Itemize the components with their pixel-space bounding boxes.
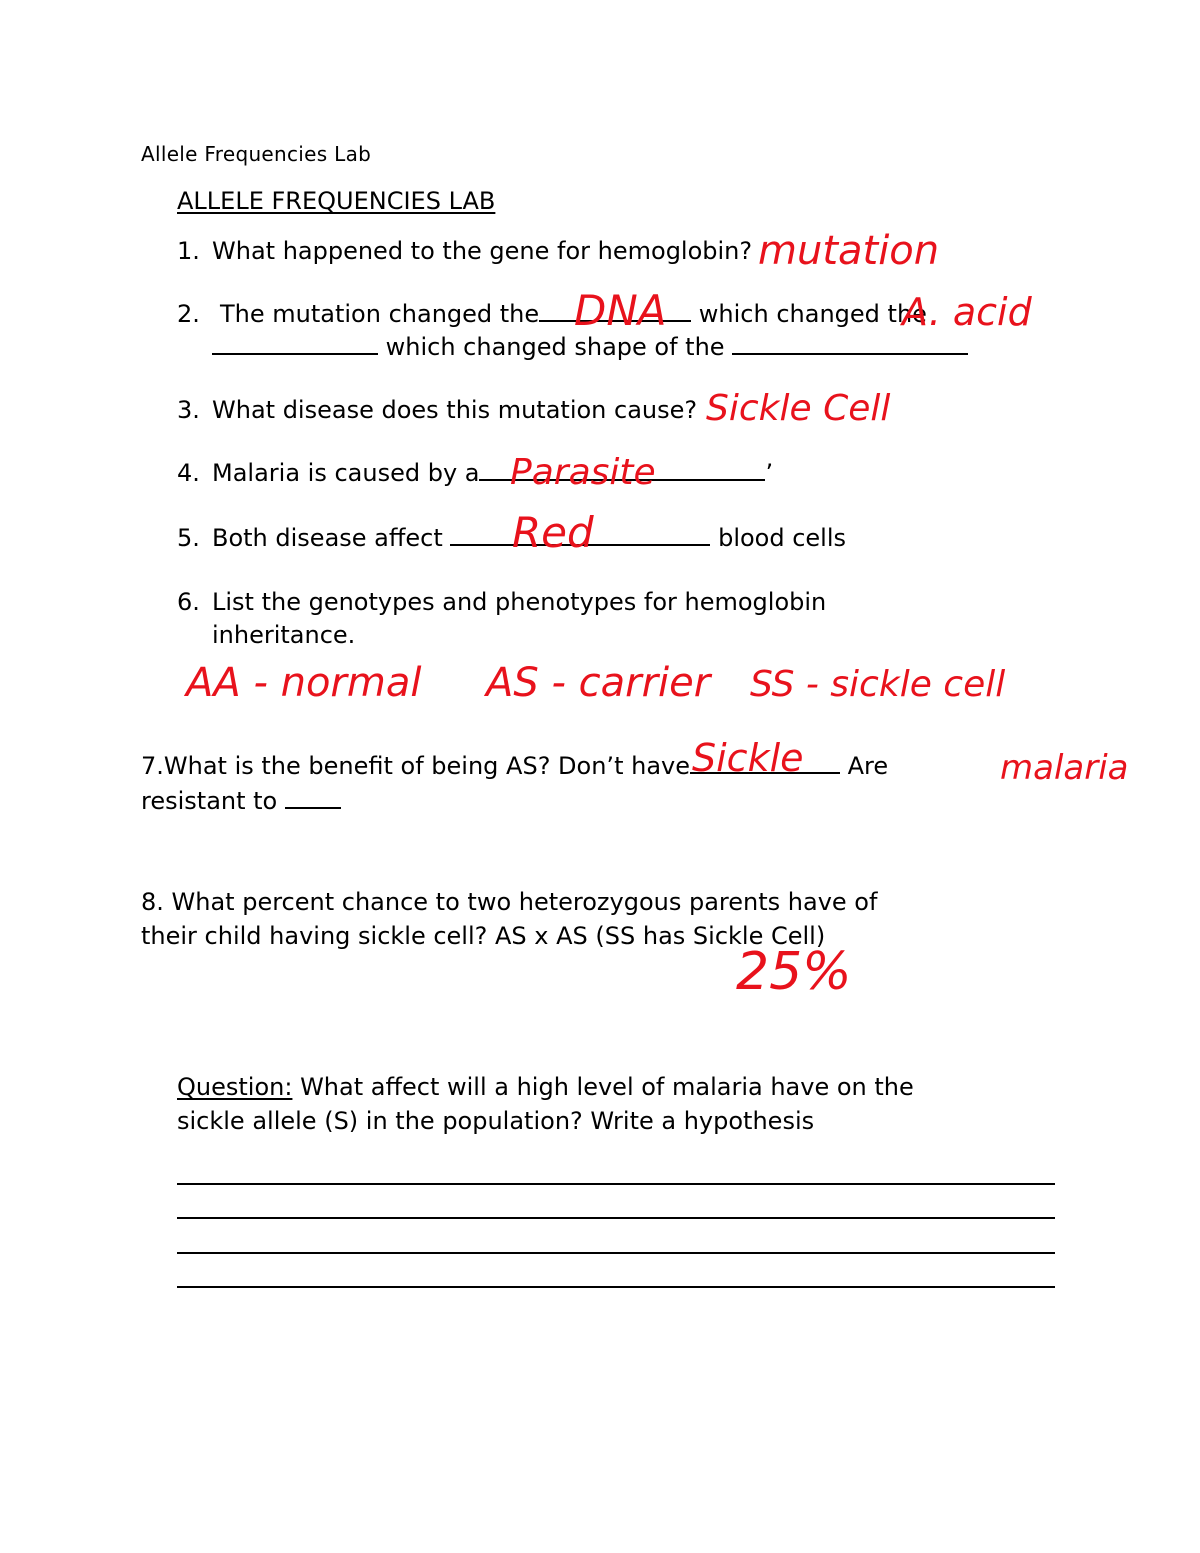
question-2-part-1: The mutation changed the: [220, 300, 540, 328]
question-7-line-2: [141, 784, 341, 818]
final-question-line-1: [177, 1070, 914, 1104]
answer-5-handwritten: Red: [512, 508, 594, 557]
question-8-line-2: their child having sickle cell? AS x AS (SS has Sickle Cell): [141, 922, 826, 950]
question-7-part-1: 7.What is the benefit of being AS? Don’t have: [141, 752, 690, 780]
question-3-number: 3.: [177, 396, 200, 424]
question-2-blank-3: [732, 331, 968, 355]
final-question-label: Question:: [177, 1073, 293, 1101]
answer-2-amino-acid-handwritten: A. acid: [902, 290, 1032, 334]
answer-3-handwritten: Sickle Cell: [706, 388, 891, 429]
answer-7-malaria-handwritten: malaria: [1000, 748, 1129, 788]
answer-8-handwritten: 25%: [736, 942, 852, 1002]
question-2-part-2: which changed the: [698, 300, 927, 328]
question-2-blank-2: [212, 331, 378, 355]
question-6-number: 6.: [177, 588, 200, 616]
question-7-line-2-text: resistant to: [141, 787, 278, 815]
question-6-line-1: List the genotypes and phenotypes for hemoglobin: [212, 588, 827, 616]
answer-line-1: [177, 1183, 1055, 1185]
answer-line-4: [177, 1286, 1055, 1288]
answer-4-handwritten: Parasite: [510, 452, 656, 493]
question-5-text: Both disease affect: [212, 524, 443, 552]
answer-line-3: [177, 1252, 1055, 1254]
question-2-number: 2.: [177, 300, 200, 328]
question-2-part-3: which changed shape of the: [385, 333, 725, 361]
question-1: [177, 234, 200, 268]
question-3-text: What disease does this mutation cause?: [212, 396, 698, 424]
final-question-line-2: sickle allele (S) in the population? Write a hypothesis: [177, 1107, 815, 1135]
question-5-number: 5.: [177, 524, 200, 552]
question-4-line: [212, 456, 773, 490]
answer-2-dna-handwritten: DNA: [574, 286, 667, 335]
answer-1-handwritten: mutation: [758, 228, 940, 274]
answer-6-ss-handwritten: SS - sickle cell: [750, 664, 1006, 705]
question-7-part-2: Are: [847, 752, 889, 780]
question-7-blank-2: [285, 785, 341, 809]
question-6-line-2: inheritance.: [212, 621, 356, 649]
page-header: Allele Frequencies Lab: [141, 142, 372, 166]
question-4-end: ’: [765, 459, 774, 487]
answer-6-as-handwritten: AS - carrier: [486, 660, 711, 706]
question-1-text: What happened to the gene for hemoglobin?: [212, 237, 753, 265]
answer-7-sickle-handwritten: Sickle: [692, 736, 804, 780]
answer-6-aa-handwritten: AA - normal: [186, 660, 422, 706]
worksheet-heading: ALLELE FREQUENCIES LAB: [177, 187, 496, 215]
final-question-text-1: What affect will a high level of malaria have on the: [292, 1073, 914, 1101]
question-5-end: blood cells: [718, 524, 847, 552]
question-2-line-2: [212, 330, 968, 364]
question-8-line-1: 8. What percent chance to two heterozygous parents have of: [141, 888, 878, 916]
question-1-number: 1.: [177, 237, 200, 265]
question-4-number: 4.: [177, 459, 200, 487]
question-4-text: Malaria is caused by a: [212, 459, 480, 487]
answer-line-2: [177, 1217, 1055, 1219]
